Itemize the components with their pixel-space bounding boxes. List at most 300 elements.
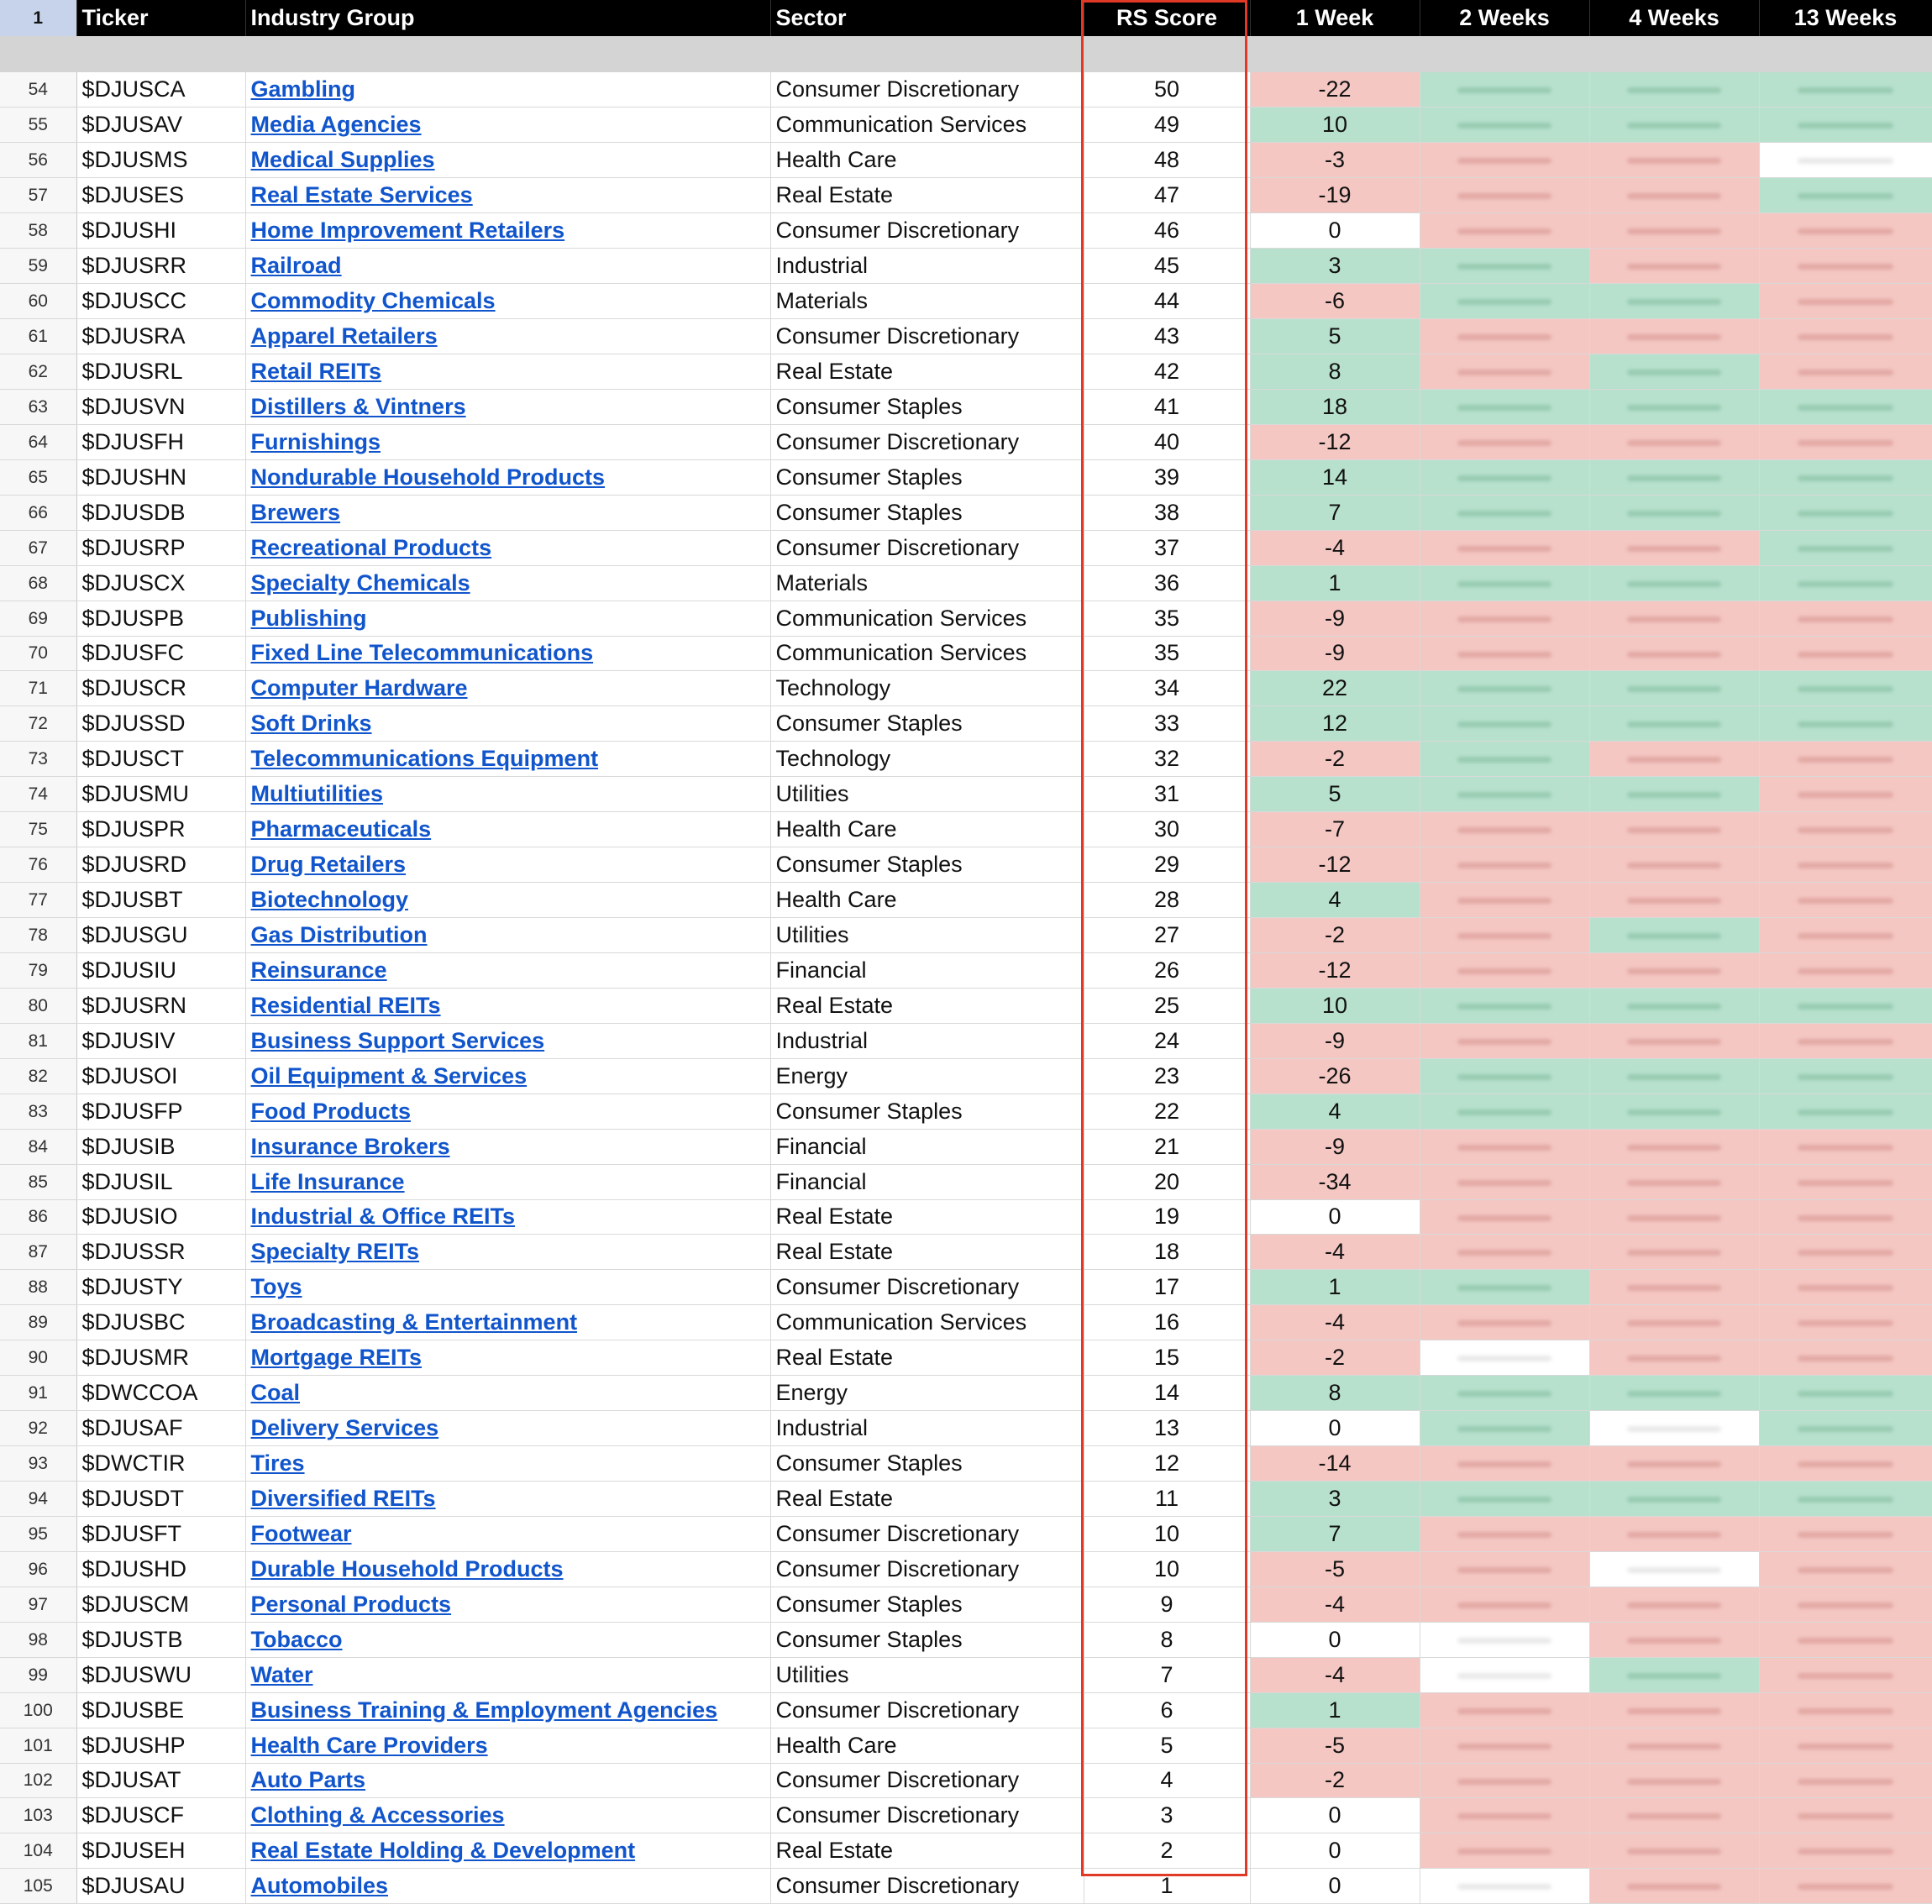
sector-cell[interactable]: Materials [770, 565, 1084, 601]
ticker-cell[interactable]: $DJUSIU [76, 952, 245, 988]
ticker-cell[interactable]: $DJUSBC [76, 1305, 245, 1340]
industry-group-link[interactable]: Gas Distribution [250, 921, 428, 947]
sector-cell[interactable]: Health Care [770, 1728, 1084, 1763]
ticker-cell[interactable]: $DJUSAT [76, 1763, 245, 1798]
row-number[interactable]: 81 [0, 1023, 76, 1058]
industry-group-cell[interactable] [245, 1164, 770, 1199]
two-week-change-cell-blurred[interactable] [1420, 1129, 1589, 1164]
ticker-cell[interactable]: $DJUSRL [76, 354, 245, 390]
industry-group-cell[interactable] [245, 671, 770, 706]
industry-group-cell[interactable] [245, 1235, 770, 1270]
two-week-change-cell-blurred[interactable] [1420, 1058, 1589, 1094]
thirteen-week-change-cell-blurred[interactable] [1759, 883, 1932, 918]
thirteen-week-change-cell-blurred[interactable] [1759, 108, 1932, 143]
industry-group-cell[interactable] [245, 1728, 770, 1763]
rs-score-cell[interactable]: 44 [1084, 284, 1250, 319]
sector-cell[interactable]: Consumer Discretionary [770, 1270, 1084, 1305]
rs-score-cell[interactable]: 41 [1084, 389, 1250, 424]
four-week-change-cell-blurred[interactable] [1589, 424, 1759, 459]
sector-cell[interactable]: Consumer Staples [770, 706, 1084, 742]
two-week-change-cell-blurred[interactable] [1420, 424, 1589, 459]
sector-cell[interactable]: Communication Services [770, 1305, 1084, 1340]
four-week-change-cell-blurred[interactable] [1589, 319, 1759, 354]
row-number[interactable]: 59 [0, 249, 76, 284]
industry-group-link[interactable]: Telecommunications Equipment [250, 746, 599, 772]
four-week-change-cell-blurred[interactable] [1589, 354, 1759, 390]
sector-cell[interactable]: Energy [770, 1058, 1084, 1094]
row-number[interactable]: 100 [0, 1692, 76, 1728]
ticker-cell[interactable]: $DJUSRR [76, 249, 245, 284]
industry-group-link[interactable]: Fixed Line Telecommunications [250, 640, 594, 666]
thirteen-week-change-cell-blurred[interactable] [1759, 1622, 1932, 1657]
two-week-change-cell-blurred[interactable] [1420, 72, 1589, 108]
sector-cell[interactable]: Real Estate [770, 1340, 1084, 1376]
two-week-change-cell-blurred[interactable] [1420, 636, 1589, 671]
one-week-change-cell[interactable]: -5 [1250, 1728, 1420, 1763]
two-week-change-cell-blurred[interactable] [1420, 1023, 1589, 1058]
ticker-cell[interactable]: $DWCCOA [76, 1376, 245, 1411]
industry-group-link[interactable]: Footwear [250, 1520, 352, 1546]
two-week-change-cell-blurred[interactable] [1420, 1199, 1589, 1235]
sector-cell[interactable]: Utilities [770, 1657, 1084, 1692]
industry-group-cell[interactable] [245, 1411, 770, 1446]
industry-group-link[interactable]: Retail REITs [250, 358, 382, 384]
sector-cell[interactable]: Financial [770, 1164, 1084, 1199]
ticker-cell[interactable]: $DJUSDT [76, 1482, 245, 1517]
four-week-change-cell-blurred[interactable] [1589, 1164, 1759, 1199]
industry-group-link[interactable]: Specialty REITs [250, 1239, 420, 1265]
industry-group-link[interactable]: Apparel Retailers [250, 323, 438, 349]
row-number[interactable]: 57 [0, 178, 76, 213]
rs-score-cell[interactable]: 23 [1084, 1058, 1250, 1094]
industry-group-link[interactable]: Personal Products [250, 1591, 452, 1617]
thirteen-week-change-cell-blurred[interactable] [1759, 952, 1932, 988]
row-number[interactable]: 68 [0, 565, 76, 601]
rs-score-cell[interactable]: 32 [1084, 742, 1250, 777]
rs-score-cell[interactable]: 47 [1084, 178, 1250, 213]
ticker-cell[interactable]: $DJUSBT [76, 883, 245, 918]
industry-group-link[interactable]: Multiutilities [250, 781, 383, 807]
thirteen-week-change-cell-blurred[interactable] [1759, 565, 1932, 601]
thirteen-week-change-cell-blurred[interactable] [1759, 389, 1932, 424]
rs-score-cell[interactable]: 13 [1084, 1411, 1250, 1446]
sector-cell[interactable]: Real Estate [770, 1199, 1084, 1235]
rs-score-cell[interactable]: 6 [1084, 1692, 1250, 1728]
four-week-change-cell-blurred[interactable] [1589, 1587, 1759, 1622]
industry-group-link[interactable]: Distillers & Vintners [250, 393, 466, 419]
ticker-cell[interactable]: $DJUSHD [76, 1551, 245, 1587]
row-number[interactable]: 94 [0, 1482, 76, 1517]
row-number[interactable]: 102 [0, 1763, 76, 1798]
two-week-change-cell-blurred[interactable] [1420, 1164, 1589, 1199]
ticker-cell[interactable]: $DJUSDB [76, 495, 245, 530]
one-week-change-cell[interactable]: 22 [1250, 671, 1420, 706]
row-number[interactable]: 101 [0, 1728, 76, 1763]
col-header-4-weeks[interactable]: 4 Weeks [1589, 0, 1759, 36]
ticker-cell[interactable]: $DJUSRA [76, 319, 245, 354]
four-week-change-cell-blurred[interactable] [1589, 1728, 1759, 1763]
thirteen-week-change-cell-blurred[interactable] [1759, 459, 1932, 495]
rs-score-cell[interactable]: 50 [1084, 72, 1250, 108]
thirteen-week-change-cell-blurred[interactable] [1759, 812, 1932, 847]
industry-group-link[interactable]: Home Improvement Retailers [250, 218, 565, 244]
rs-score-cell[interactable]: 45 [1084, 249, 1250, 284]
thirteen-week-change-cell-blurred[interactable] [1759, 249, 1932, 284]
one-week-change-cell[interactable]: 8 [1250, 354, 1420, 390]
row-number[interactable]: 92 [0, 1411, 76, 1446]
industry-group-cell[interactable] [245, 601, 770, 636]
four-week-change-cell-blurred[interactable] [1589, 1094, 1759, 1129]
sector-cell[interactable]: Communication Services [770, 601, 1084, 636]
one-week-change-cell[interactable]: -19 [1250, 178, 1420, 213]
thirteen-week-change-cell-blurred[interactable] [1759, 1094, 1932, 1129]
rs-score-cell[interactable]: 1 [1084, 1869, 1250, 1904]
two-week-change-cell-blurred[interactable] [1420, 143, 1589, 178]
ticker-cell[interactable]: $DJUSCT [76, 742, 245, 777]
rs-score-cell[interactable]: 35 [1084, 636, 1250, 671]
col-header-sector[interactable]: Sector [770, 0, 1084, 36]
sector-cell[interactable]: Consumer Staples [770, 495, 1084, 530]
industry-group-link[interactable]: Water [250, 1661, 313, 1687]
thirteen-week-change-cell-blurred[interactable] [1759, 988, 1932, 1023]
industry-group-link[interactable]: Brewers [250, 499, 341, 525]
one-week-change-cell[interactable]: -6 [1250, 284, 1420, 319]
four-week-change-cell-blurred[interactable] [1589, 1657, 1759, 1692]
thirteen-week-change-cell-blurred[interactable] [1759, 742, 1932, 777]
two-week-change-cell-blurred[interactable] [1420, 565, 1589, 601]
industry-group-link[interactable]: Specialty Chemicals [250, 569, 470, 595]
two-week-change-cell-blurred[interactable] [1420, 706, 1589, 742]
ticker-cell[interactable]: $DJUSFH [76, 424, 245, 459]
ticker-cell[interactable]: $DJUSHI [76, 213, 245, 249]
thirteen-week-change-cell-blurred[interactable] [1759, 72, 1932, 108]
sector-cell[interactable]: Consumer Discretionary [770, 72, 1084, 108]
thirteen-week-change-cell-blurred[interactable] [1759, 319, 1932, 354]
four-week-change-cell-blurred[interactable] [1589, 495, 1759, 530]
industry-group-link[interactable]: Publishing [250, 605, 367, 631]
rs-score-cell[interactable]: 16 [1084, 1305, 1250, 1340]
two-week-change-cell-blurred[interactable] [1420, 1270, 1589, 1305]
ticker-cell[interactable]: $DJUSIO [76, 1199, 245, 1235]
ticker-cell[interactable]: $DJUSSR [76, 1235, 245, 1270]
industry-group-link[interactable]: Food Products [250, 1098, 411, 1124]
one-week-change-cell[interactable]: -12 [1250, 847, 1420, 883]
one-week-change-cell[interactable]: -4 [1250, 1587, 1420, 1622]
four-week-change-cell-blurred[interactable] [1589, 952, 1759, 988]
industry-group-cell[interactable] [245, 777, 770, 812]
ticker-cell[interactable]: $DJUSHP [76, 1728, 245, 1763]
four-week-change-cell-blurred[interactable] [1589, 565, 1759, 601]
thirteen-week-change-cell-blurred[interactable] [1759, 1551, 1932, 1587]
row-number[interactable]: 78 [0, 918, 76, 953]
industry-group-link[interactable]: Life Insurance [250, 1168, 405, 1194]
sector-cell[interactable]: Consumer Staples [770, 1446, 1084, 1482]
row-number[interactable]: 82 [0, 1058, 76, 1094]
sector-cell[interactable]: Health Care [770, 812, 1084, 847]
four-week-change-cell-blurred[interactable] [1589, 1270, 1759, 1305]
industry-group-cell[interactable] [245, 918, 770, 953]
thirteen-week-change-cell-blurred[interactable] [1759, 1657, 1932, 1692]
row-number[interactable]: 99 [0, 1657, 76, 1692]
thirteen-week-change-cell-blurred[interactable] [1759, 1587, 1932, 1622]
industry-group-link[interactable]: Clothing & Accessories [250, 1802, 505, 1828]
industry-group-link[interactable]: Oil Equipment & Services [250, 1062, 528, 1088]
row-number[interactable]: 96 [0, 1551, 76, 1587]
col-header-ticker[interactable]: Ticker [76, 0, 245, 36]
four-week-change-cell-blurred[interactable] [1589, 706, 1759, 742]
ticker-cell[interactable]: $DJUSFP [76, 1094, 245, 1129]
industry-group-link[interactable]: Drug Retailers [250, 852, 407, 878]
row-number[interactable]: 88 [0, 1270, 76, 1305]
industry-group-cell[interactable] [245, 1622, 770, 1657]
rs-score-cell[interactable]: 15 [1084, 1340, 1250, 1376]
ticker-cell[interactable]: $DJUSBE [76, 1692, 245, 1728]
row-number[interactable]: 73 [0, 742, 76, 777]
one-week-change-cell[interactable]: -9 [1250, 601, 1420, 636]
row-number-header[interactable]: 1 [0, 0, 76, 36]
ticker-cell[interactable]: $DJUSAV [76, 108, 245, 143]
rs-score-cell[interactable]: 30 [1084, 812, 1250, 847]
thirteen-week-change-cell-blurred[interactable] [1759, 1305, 1932, 1340]
one-week-change-cell[interactable]: 10 [1250, 988, 1420, 1023]
rs-score-cell[interactable]: 33 [1084, 706, 1250, 742]
four-week-change-cell-blurred[interactable] [1589, 1376, 1759, 1411]
two-week-change-cell-blurred[interactable] [1420, 1235, 1589, 1270]
industry-group-link[interactable]: Furnishings [250, 428, 381, 454]
four-week-change-cell-blurred[interactable] [1589, 1340, 1759, 1376]
four-week-change-cell-blurred[interactable] [1589, 1058, 1759, 1094]
industry-group-cell[interactable] [245, 459, 770, 495]
thirteen-week-change-cell-blurred[interactable] [1759, 1763, 1932, 1798]
one-week-change-cell[interactable]: -22 [1250, 72, 1420, 108]
industry-group-cell[interactable] [245, 72, 770, 108]
industry-group-cell[interactable] [245, 1129, 770, 1164]
row-number[interactable]: 105 [0, 1869, 76, 1904]
four-week-change-cell-blurred[interactable] [1589, 1833, 1759, 1869]
sector-cell[interactable]: Real Estate [770, 1482, 1084, 1517]
rs-score-cell[interactable]: 36 [1084, 565, 1250, 601]
four-week-change-cell-blurred[interactable] [1589, 1199, 1759, 1235]
industry-group-link[interactable]: Reinsurance [250, 957, 387, 983]
four-week-change-cell-blurred[interactable] [1589, 601, 1759, 636]
one-week-change-cell[interactable]: 0 [1250, 1199, 1420, 1235]
industry-group-cell[interactable] [245, 354, 770, 390]
one-week-change-cell[interactable]: -4 [1250, 530, 1420, 565]
row-number[interactable]: 98 [0, 1622, 76, 1657]
thirteen-week-change-cell-blurred[interactable] [1759, 1833, 1932, 1869]
industry-group-cell[interactable] [245, 1551, 770, 1587]
one-week-change-cell[interactable]: 3 [1250, 1482, 1420, 1517]
one-week-change-cell[interactable]: 5 [1250, 319, 1420, 354]
industry-group-link[interactable]: Railroad [250, 253, 342, 279]
thirteen-week-change-cell-blurred[interactable] [1759, 1129, 1932, 1164]
four-week-change-cell-blurred[interactable] [1589, 1763, 1759, 1798]
row-number[interactable]: 93 [0, 1446, 76, 1482]
thirteen-week-change-cell-blurred[interactable] [1759, 1235, 1932, 1270]
sector-cell[interactable]: Consumer Discretionary [770, 1869, 1084, 1904]
two-week-change-cell-blurred[interactable] [1420, 284, 1589, 319]
row-number[interactable]: 62 [0, 354, 76, 390]
sector-cell[interactable]: Consumer Discretionary [770, 1763, 1084, 1798]
rs-score-cell[interactable]: 4 [1084, 1763, 1250, 1798]
rs-score-cell[interactable]: 18 [1084, 1235, 1250, 1270]
sector-cell[interactable]: Consumer Staples [770, 389, 1084, 424]
ticker-cell[interactable]: $DJUSMS [76, 143, 245, 178]
sector-cell[interactable]: Financial [770, 1129, 1084, 1164]
ticker-cell[interactable]: $DJUSIB [76, 1129, 245, 1164]
four-week-change-cell-blurred[interactable] [1589, 1129, 1759, 1164]
ticker-cell[interactable]: $DJUSOI [76, 1058, 245, 1094]
industry-group-cell[interactable] [245, 636, 770, 671]
thirteen-week-change-cell-blurred[interactable] [1759, 354, 1932, 390]
one-week-change-cell[interactable]: 18 [1250, 389, 1420, 424]
four-week-change-cell-blurred[interactable] [1589, 213, 1759, 249]
sector-cell[interactable]: Technology [770, 742, 1084, 777]
sector-cell[interactable]: Consumer Discretionary [770, 213, 1084, 249]
row-number[interactable]: 58 [0, 213, 76, 249]
row-number[interactable]: 61 [0, 319, 76, 354]
one-week-change-cell[interactable]: 1 [1250, 1692, 1420, 1728]
sector-cell[interactable]: Health Care [770, 143, 1084, 178]
row-number[interactable]: 54 [0, 72, 76, 108]
two-week-change-cell-blurred[interactable] [1420, 812, 1589, 847]
industry-group-cell[interactable] [245, 1798, 770, 1833]
two-week-change-cell-blurred[interactable] [1420, 777, 1589, 812]
sector-cell[interactable]: Technology [770, 671, 1084, 706]
col-header-rs-score[interactable]: RS Score [1084, 0, 1250, 36]
row-number[interactable]: 55 [0, 108, 76, 143]
industry-group-link[interactable]: Residential REITs [250, 992, 441, 1018]
rs-score-cell[interactable]: 9 [1084, 1587, 1250, 1622]
one-week-change-cell[interactable]: 14 [1250, 459, 1420, 495]
four-week-change-cell-blurred[interactable] [1589, 108, 1759, 143]
four-week-change-cell-blurred[interactable] [1589, 671, 1759, 706]
thirteen-week-change-cell-blurred[interactable] [1759, 1516, 1932, 1551]
industry-group-link[interactable]: Diversified REITs [250, 1485, 436, 1511]
four-week-change-cell-blurred[interactable] [1589, 389, 1759, 424]
row-number[interactable]: 83 [0, 1094, 76, 1129]
two-week-change-cell-blurred[interactable] [1420, 671, 1589, 706]
one-week-change-cell[interactable]: 0 [1250, 1798, 1420, 1833]
one-week-change-cell[interactable]: 0 [1250, 1411, 1420, 1446]
frozen-row-divider[interactable] [0, 36, 1932, 72]
sector-cell[interactable]: Real Estate [770, 988, 1084, 1023]
industry-group-cell[interactable] [245, 706, 770, 742]
industry-group-link[interactable]: Industrial & Office REITs [250, 1204, 516, 1230]
four-week-change-cell-blurred[interactable] [1589, 1692, 1759, 1728]
sector-cell[interactable]: Consumer Staples [770, 1622, 1084, 1657]
industry-group-link[interactable]: Computer Hardware [250, 675, 468, 701]
thirteen-week-change-cell-blurred[interactable] [1759, 213, 1932, 249]
thirteen-week-change-cell-blurred[interactable] [1759, 284, 1932, 319]
ticker-cell[interactable]: $DJUSES [76, 178, 245, 213]
sector-cell[interactable]: Communication Services [770, 636, 1084, 671]
sector-cell[interactable]: Energy [770, 1376, 1084, 1411]
ticker-cell[interactable]: $DJUSRP [76, 530, 245, 565]
ticker-cell[interactable]: $DJUSCA [76, 72, 245, 108]
thirteen-week-change-cell-blurred[interactable] [1759, 1411, 1932, 1446]
two-week-change-cell-blurred[interactable] [1420, 1516, 1589, 1551]
rs-score-cell[interactable]: 42 [1084, 354, 1250, 390]
row-number[interactable]: 89 [0, 1305, 76, 1340]
two-week-change-cell-blurred[interactable] [1420, 178, 1589, 213]
thirteen-week-change-cell-blurred[interactable] [1759, 1798, 1932, 1833]
two-week-change-cell-blurred[interactable] [1420, 883, 1589, 918]
thirteen-week-change-cell-blurred[interactable] [1759, 178, 1932, 213]
industry-group-cell[interactable] [245, 1869, 770, 1904]
sector-cell[interactable]: Consumer Staples [770, 459, 1084, 495]
industry-group-cell[interactable] [245, 847, 770, 883]
rs-score-cell[interactable]: 40 [1084, 424, 1250, 459]
rs-score-cell[interactable]: 14 [1084, 1376, 1250, 1411]
one-week-change-cell[interactable]: 0 [1250, 1622, 1420, 1657]
row-number[interactable]: 79 [0, 952, 76, 988]
col-header-2-weeks[interactable]: 2 Weeks [1420, 0, 1589, 36]
industry-group-cell[interactable] [245, 1587, 770, 1622]
thirteen-week-change-cell-blurred[interactable] [1759, 1482, 1932, 1517]
row-number[interactable]: 64 [0, 424, 76, 459]
sector-cell[interactable]: Utilities [770, 777, 1084, 812]
four-week-change-cell-blurred[interactable] [1589, 72, 1759, 108]
rs-score-cell[interactable]: 29 [1084, 847, 1250, 883]
two-week-change-cell-blurred[interactable] [1420, 354, 1589, 390]
thirteen-week-change-cell-blurred[interactable] [1759, 1692, 1932, 1728]
one-week-change-cell[interactable]: 7 [1250, 1516, 1420, 1551]
industry-group-link[interactable]: Coal [250, 1380, 301, 1406]
four-week-change-cell-blurred[interactable] [1589, 883, 1759, 918]
sector-cell[interactable]: Utilities [770, 918, 1084, 953]
one-week-change-cell[interactable]: 4 [1250, 1094, 1420, 1129]
rs-score-cell[interactable]: 10 [1084, 1551, 1250, 1587]
one-week-change-cell[interactable]: -2 [1250, 918, 1420, 953]
two-week-change-cell-blurred[interactable] [1420, 1622, 1589, 1657]
industry-group-cell[interactable] [245, 319, 770, 354]
four-week-change-cell-blurred[interactable] [1589, 249, 1759, 284]
two-week-change-cell-blurred[interactable] [1420, 1551, 1589, 1587]
four-week-change-cell-blurred[interactable] [1589, 1482, 1759, 1517]
sector-cell[interactable]: Consumer Discretionary [770, 1516, 1084, 1551]
four-week-change-cell-blurred[interactable] [1589, 918, 1759, 953]
thirteen-week-change-cell-blurred[interactable] [1759, 1728, 1932, 1763]
sector-cell[interactable]: Consumer Discretionary [770, 1551, 1084, 1587]
one-week-change-cell[interactable]: 0 [1250, 1869, 1420, 1904]
industry-group-cell[interactable] [245, 424, 770, 459]
rs-score-cell[interactable]: 10 [1084, 1516, 1250, 1551]
two-week-change-cell-blurred[interactable] [1420, 1446, 1589, 1482]
industry-group-link[interactable]: Business Training & Employment Agencies [250, 1697, 718, 1723]
rs-score-cell[interactable]: 3 [1084, 1798, 1250, 1833]
four-week-change-cell-blurred[interactable] [1589, 1622, 1759, 1657]
industry-group-cell[interactable] [245, 143, 770, 178]
ticker-cell[interactable]: $DJUSFT [76, 1516, 245, 1551]
sector-cell[interactable]: Industrial [770, 1411, 1084, 1446]
one-week-change-cell[interactable]: 0 [1250, 1833, 1420, 1869]
ticker-cell[interactable]: $DWCTIR [76, 1446, 245, 1482]
row-number[interactable]: 67 [0, 530, 76, 565]
ticker-cell[interactable]: $DJUSAF [76, 1411, 245, 1446]
one-week-change-cell[interactable]: 1 [1250, 565, 1420, 601]
thirteen-week-change-cell-blurred[interactable] [1759, 636, 1932, 671]
four-week-change-cell-blurred[interactable] [1589, 636, 1759, 671]
ticker-cell[interactable]: $DJUSCR [76, 671, 245, 706]
four-week-change-cell-blurred[interactable] [1589, 1235, 1759, 1270]
row-number[interactable]: 77 [0, 883, 76, 918]
ticker-cell[interactable]: $DJUSEH [76, 1833, 245, 1869]
ticker-cell[interactable]: $DJUSHN [76, 459, 245, 495]
row-number[interactable]: 71 [0, 671, 76, 706]
row-number[interactable]: 63 [0, 389, 76, 424]
rs-score-cell[interactable]: 2 [1084, 1833, 1250, 1869]
